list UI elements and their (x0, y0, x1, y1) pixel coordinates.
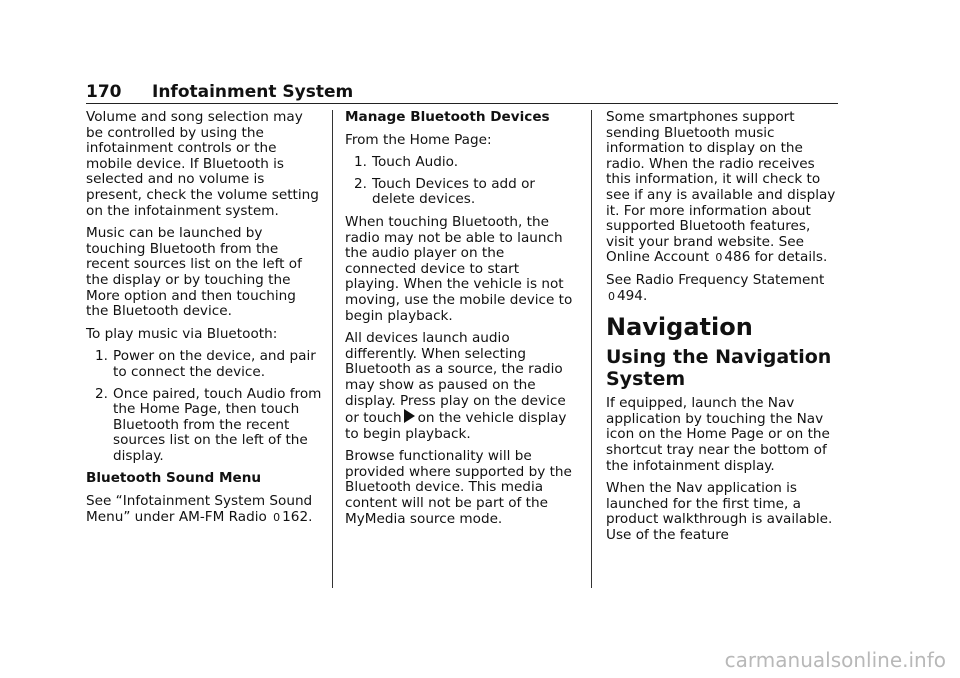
list-text: Touch Audio. (372, 154, 459, 171)
page-ref-link[interactable]: 494. (617, 287, 648, 304)
list-number: 2. (95, 385, 108, 402)
list-item (345, 155, 577, 171)
paragraph (606, 273, 842, 304)
paragraph: Music can be launched by touching Bluetooth from the recent sources list on the left of the display or by touching the More option and then touching the Bluetooth device. (86, 225, 302, 320)
list-item (345, 177, 577, 208)
paragraph: Browse functionality will be provided where supported by the Bluetooth device. This media content will not be part of the MyMedia source mode. (345, 448, 572, 527)
page-ref-symbol: 0 (608, 289, 615, 303)
list-text: Once paired, touch Audio from the Home Page, then touch Bluetooth from the recent sources list on the left of the display. (113, 385, 322, 464)
paragraph (345, 331, 577, 442)
list-text: Power on the device, and pair to connect the device. (113, 348, 316, 380)
page-number: 170 (86, 82, 122, 102)
text: See “Infotainment System Sound Menu” under AM-FM Radio (86, 493, 313, 525)
page-ref-symbol: 0 (273, 510, 281, 524)
paragraph: If equipped, launch the Nav application by touching the Nav icon on the Home Page or on the shortcut tray near the bottom of the infotainment display. (606, 395, 830, 474)
section-title: Infotainment System (152, 82, 354, 102)
list-item (86, 349, 322, 380)
text: See Radio Frequency Statement (606, 271, 825, 288)
page-header (86, 82, 838, 104)
paragraph (606, 110, 842, 266)
section-heading: Navigation (606, 313, 753, 342)
column-2 (345, 110, 577, 534)
paragraph: When the Nav application is launched for the first time, a product walkthrough is available. Use of the feature (606, 480, 833, 543)
column-3 (606, 110, 842, 550)
paragraph: From the Home Page: (345, 131, 492, 148)
column-1 (86, 110, 322, 532)
column-divider (332, 110, 333, 588)
paragraph: When touching Bluetooth, the radio may not be able to launch the audio player on the connected device to start playing. When the vehicle is not moving, use the mobile device to begin playback. (345, 213, 573, 324)
header-rule (86, 103, 838, 104)
page-ref-link[interactable]: 486 (724, 249, 751, 266)
paragraph: To play music via Bluetooth: (86, 325, 278, 342)
numbered-list (345, 155, 577, 208)
list-item (86, 387, 322, 465)
column-divider (591, 110, 592, 588)
subheading: Manage Bluetooth Devices (345, 109, 550, 125)
watermark: carmanualsonline.info (724, 648, 946, 672)
list-number: 2. (354, 175, 367, 192)
list-text: Touch Devices to add or delete devices. (372, 175, 536, 208)
subheading: Bluetooth Sound Menu (86, 470, 262, 487)
text: All devices launch audio differently. When selecting Bluetooth as a source, the radio may show as paused on the display. Press play on the device or touch (345, 330, 566, 427)
page-ref-link[interactable]: 162. (282, 508, 313, 525)
text: for details. (754, 249, 828, 266)
paragraph (86, 494, 322, 525)
text: on the vehicle display to begin playback. (345, 410, 567, 442)
paragraph: Volume and song selection may be controlled by using the infotainment controls or the mobile device. If Bluetooth is selected and no volume is present, check the volume setting on the infotainment system. (86, 109, 319, 219)
numbered-list (86, 349, 322, 464)
page-ref-symbol: 0 (715, 251, 723, 265)
list-number: 1. (95, 348, 108, 365)
text: Some smartphones support sending Bluetooth music information to display on the radio. When the radio receives this information, it will check to see if any is available and display it. For more information about supported Bluetooth features, visit your brand website. See Online Account (606, 109, 836, 266)
subsection-heading: Using the Navigation System (606, 346, 832, 391)
play-icon (404, 409, 415, 423)
list-number: 1. (354, 154, 367, 171)
